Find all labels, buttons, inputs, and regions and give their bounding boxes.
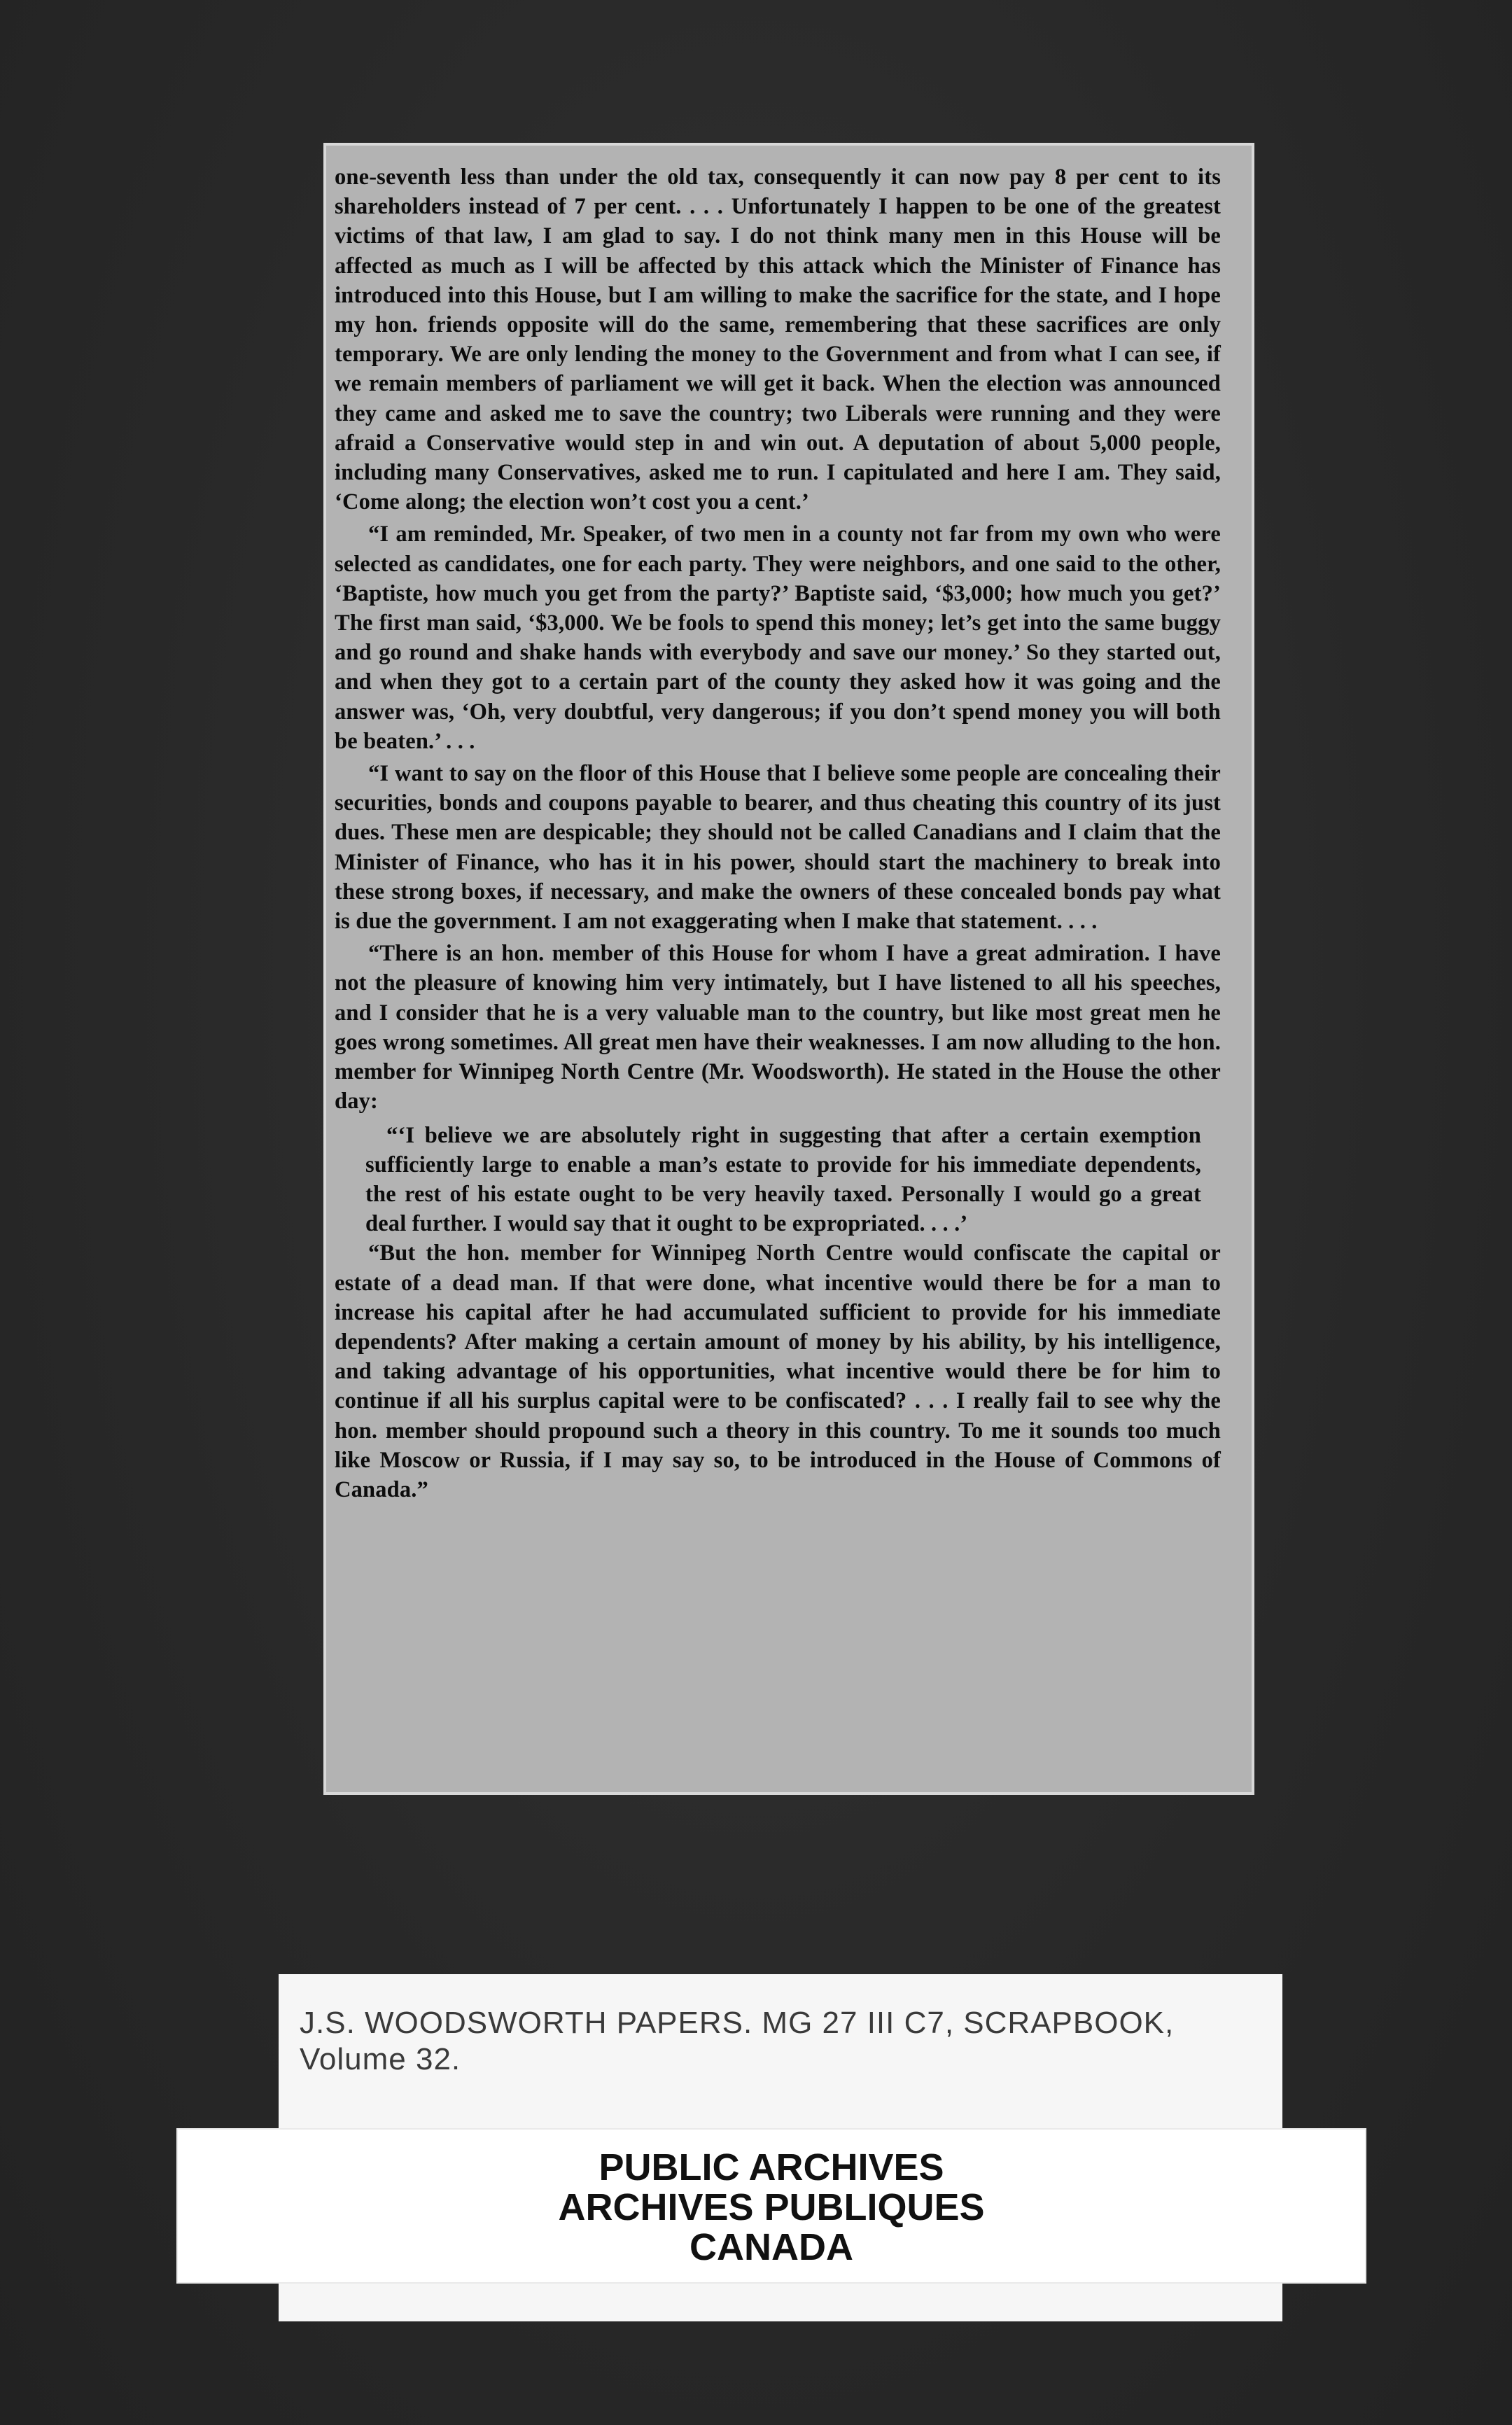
paragraph-1: one-seventh less than under the old tax, consequently it can now pay 8 per cent to its shareholders instead of 7 per cent. . . . Unfortunately I happen to be one of the greatest victims of that law, I am glad to say. I do not think many men in this House will be affected as much as I will be affected by this attack which the Minister of Finance has introduced into this House, but I am willing to make the sacrifice for the state, and I hope my hon. friends opposite will do the same, remembering that these sacrifices are only temporary. We are only lending the money to the Government and from what I can see, if we remain members of parliament we will get it back. When the election was announced they came and asked me to save the country; two Liberals were running and they were afraid a Conservative would step in and win out. A deputation of about 5,000 people, including many Conservatives, asked me to run. I capitulated and here I am. They said, ‘Come along; the election won’t cost you a cent.’ <box>335 165 1221 515</box>
collection-reference-line1: J.S. WOODSWORTH PAPERS. MG 27 III C7, SCRAPBOOK, <box>300 2006 1175 2040</box>
paragraph-4: “There is an hon. member of this House for whom I have a great admiration. I have not the pleasure of knowing him very intimately, but I have listened to all his speeches, and I consider that he is a very valuable man to the country, but like most great men he goes wrong sometimes. All great men have their weaknesses. I am now alluding to the hon. member for Winnipeg North Centre (Mr. Woodsworth). He stated in the House the other day: <box>335 941 1221 1114</box>
archives-stamp <box>176 2128 1366 2284</box>
clipping-text <box>335 162 1221 1504</box>
newspaper-clipping <box>323 143 1254 1795</box>
stamp-line-2: ARCHIVES PUBLIQUES <box>558 2186 985 2228</box>
stamp-line-3: CANADA <box>690 2226 853 2268</box>
paragraph-2: “I am reminded, Mr. Speaker, of two men in a county not far from my own who were selected as candidates, one for each party. They were neighbors, and one said to the other, ‘Baptiste, how much you get from the party?’ Baptiste said, ‘$3,000; how much you get?’ The first man said, ‘$3,000. We be fools to spend this money; let’s get into the same buggy and go round and shake hands with everybody and save our money.’ So they started out, and when they got to a certain part of the county they asked how it was going and the answer was, ‘Oh, very doubtful, very dangerous; if you don’t spend money you will both be beaten.’ . . . <box>335 522 1221 754</box>
stamp-text <box>176 2148 1366 2267</box>
collection-reference-line2: Volume 32. <box>300 2042 461 2076</box>
stamp-line-1: PUBLIC ARCHIVES <box>598 2146 944 2188</box>
closing-paragraph: “But the hon. member for Winnipeg North Centre would confiscate the capital or estate of a dead man. If that were done, what incentive would there be for a man to increase his capital after he had accumulated sufficient to provide for his immediate dependents? After making a certain amount of money by his ability, by his intelligence, and taking advantage of his opportunities, what incentive would there be for him to continue if all his surplus capital were to be confiscated? . . . I really fail to see why the hon. member should propound such a theory in this country. To me it sounds too much like Moscow or Russia, if I may say so, to be introduced in the House of Commons of Canada.” <box>335 1241 1221 1502</box>
collection-reference <box>300 2005 1174 2078</box>
block-quote: “‘I believe we are absolutely right in suggesting that after a certain exemption sufficiently large to enable a man’s estate to provide for his immediate dependents, the rest of his estate ought to be very heavily taxed. Personally I would go a great deal further. I would say that it ought to be expropriated. . . .’ <box>365 1122 1201 1237</box>
paragraph-3: “I want to say on the floor of this House that I believe some people are concealing their securities, bonds and coupons payable to bearer, and thus cheating this country of its just dues. These men are despicable; they should not be called Canadians and I claim that the Minister of Finance, who has it in his power, should start the machinery to break into these strong boxes, if necessary, and make the owners of these concealed bonds pay what is due the government. I am not exaggerating when I make that statement. . . . <box>335 761 1221 935</box>
